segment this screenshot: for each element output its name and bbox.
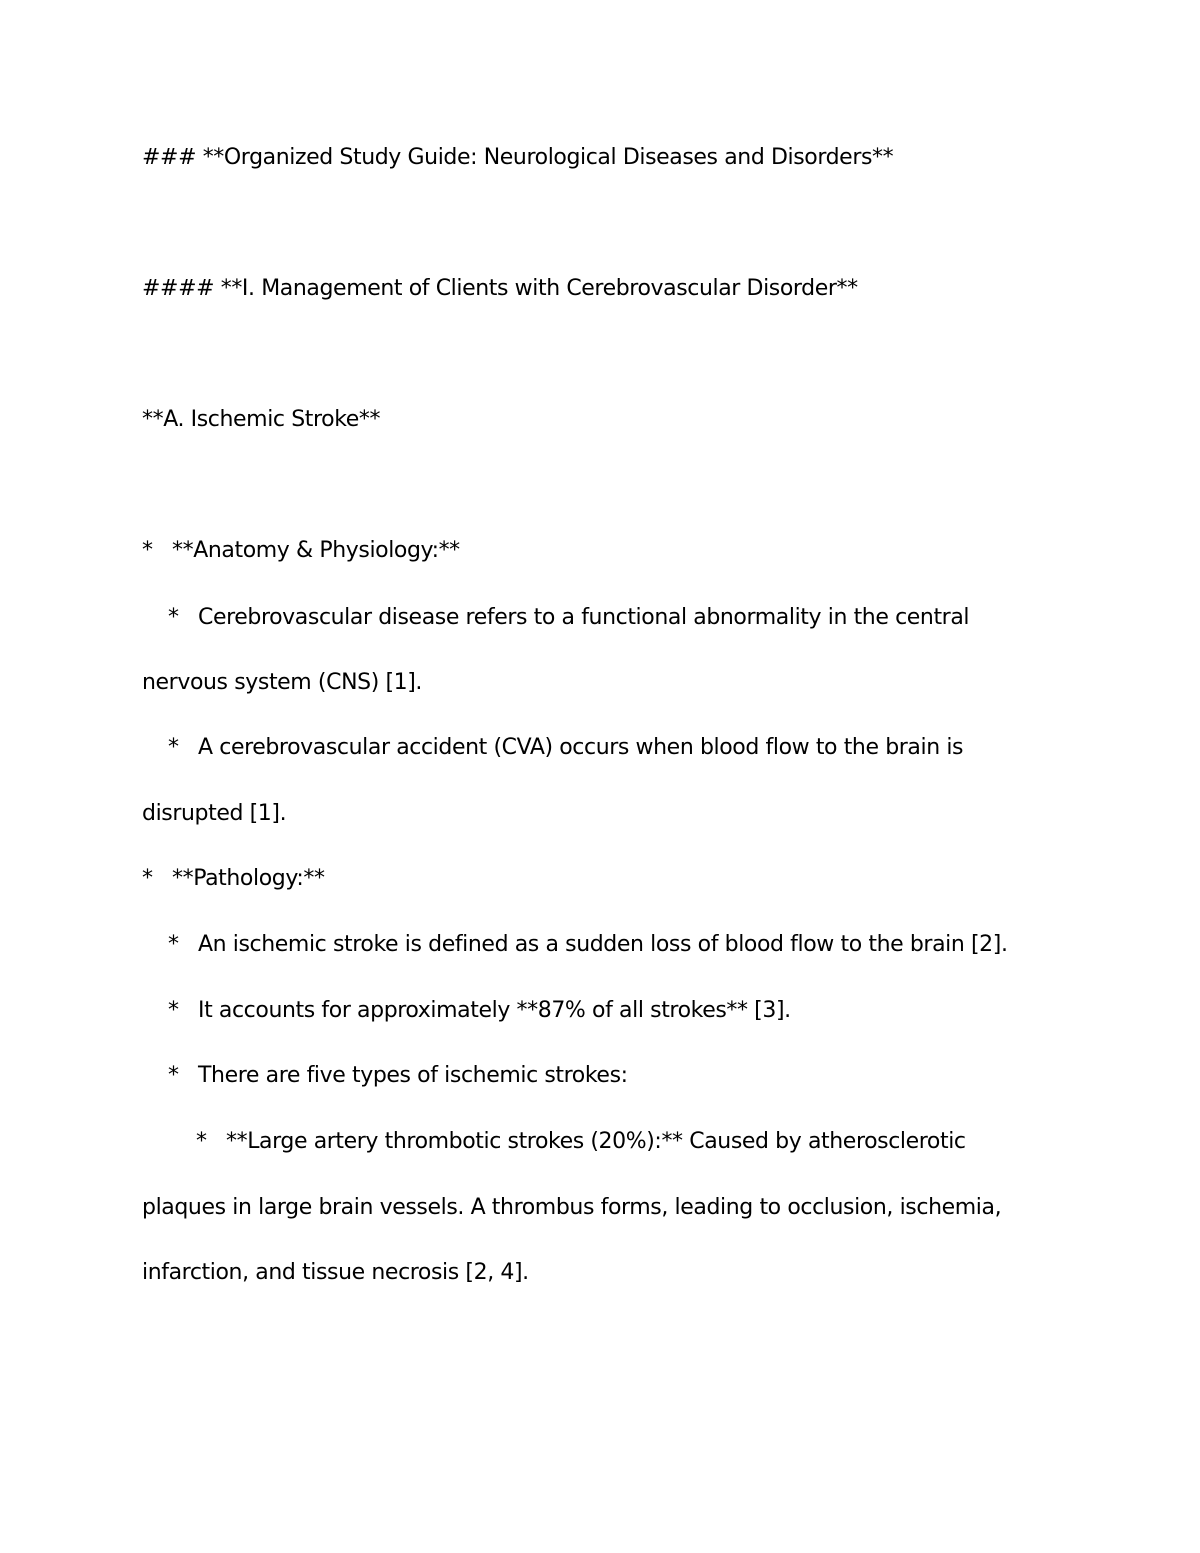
bullet-marker: *: [168, 1063, 179, 1088]
pathology-subitem1-continuation-1: plaques in large brain vessels. A thrombus forms, leading to occlusion, ischemia,: [142, 1195, 1002, 1220]
anatomy-item2-text: A cerebrovascular accident (CVA) occurs when blood flow to the brain is: [198, 735, 964, 760]
list-item-pathology-2: [168, 996, 791, 1026]
anatomy-label: **Anatomy & Physiology:**: [172, 538, 460, 563]
list-item-pathology: [142, 864, 325, 894]
anatomy-item1-text: Cerebrovascular disease refers to a functional abnormality in the central: [198, 605, 970, 630]
list-item-pathology-1: [168, 930, 1008, 960]
bullet-marker: *: [168, 605, 179, 630]
list-item-anatomy-1: [168, 603, 969, 633]
list-item-pathology-3: [168, 1061, 628, 1091]
pathology-subitem1-continuation-2: infarction, and tissue necrosis [2, 4].: [142, 1260, 529, 1285]
section-heading: #### **I. Management of Clients with Cerebrovascular Disorder**: [142, 276, 858, 301]
pathology-label: **Pathology:**: [172, 866, 325, 891]
pathology-item3-text: There are five types of ischemic strokes:: [198, 1063, 628, 1088]
subsection-heading: **A. Ischemic Stroke**: [142, 407, 381, 432]
list-item-anatomy-2: [168, 733, 963, 763]
bullet-marker: *: [196, 1129, 207, 1154]
document-title: ### **Organized Study Guide: Neurological Diseases and Disorders**: [142, 145, 894, 170]
pathology-subitem1-text: **Large artery thrombotic strokes (20%):** Caused by atherosclerotic: [226, 1129, 966, 1154]
bullet-marker: *: [142, 866, 153, 891]
list-item-pathology-subitem-1: [196, 1127, 966, 1157]
anatomy-item2-continuation: disrupted [1].: [142, 801, 287, 826]
bullet-marker: *: [168, 998, 179, 1023]
bullet-marker: *: [168, 932, 179, 957]
pathology-item1-text: An ischemic stroke is defined as a sudden loss of blood flow to the brain [2].: [198, 932, 1008, 957]
pathology-item2-text: It accounts for approximately **87% of all strokes** [3].: [198, 998, 791, 1023]
bullet-marker: *: [142, 538, 153, 563]
list-item-anatomy: [142, 536, 460, 566]
bullet-marker: *: [168, 735, 179, 760]
anatomy-item1-continuation: nervous system (CNS) [1].: [142, 670, 423, 695]
